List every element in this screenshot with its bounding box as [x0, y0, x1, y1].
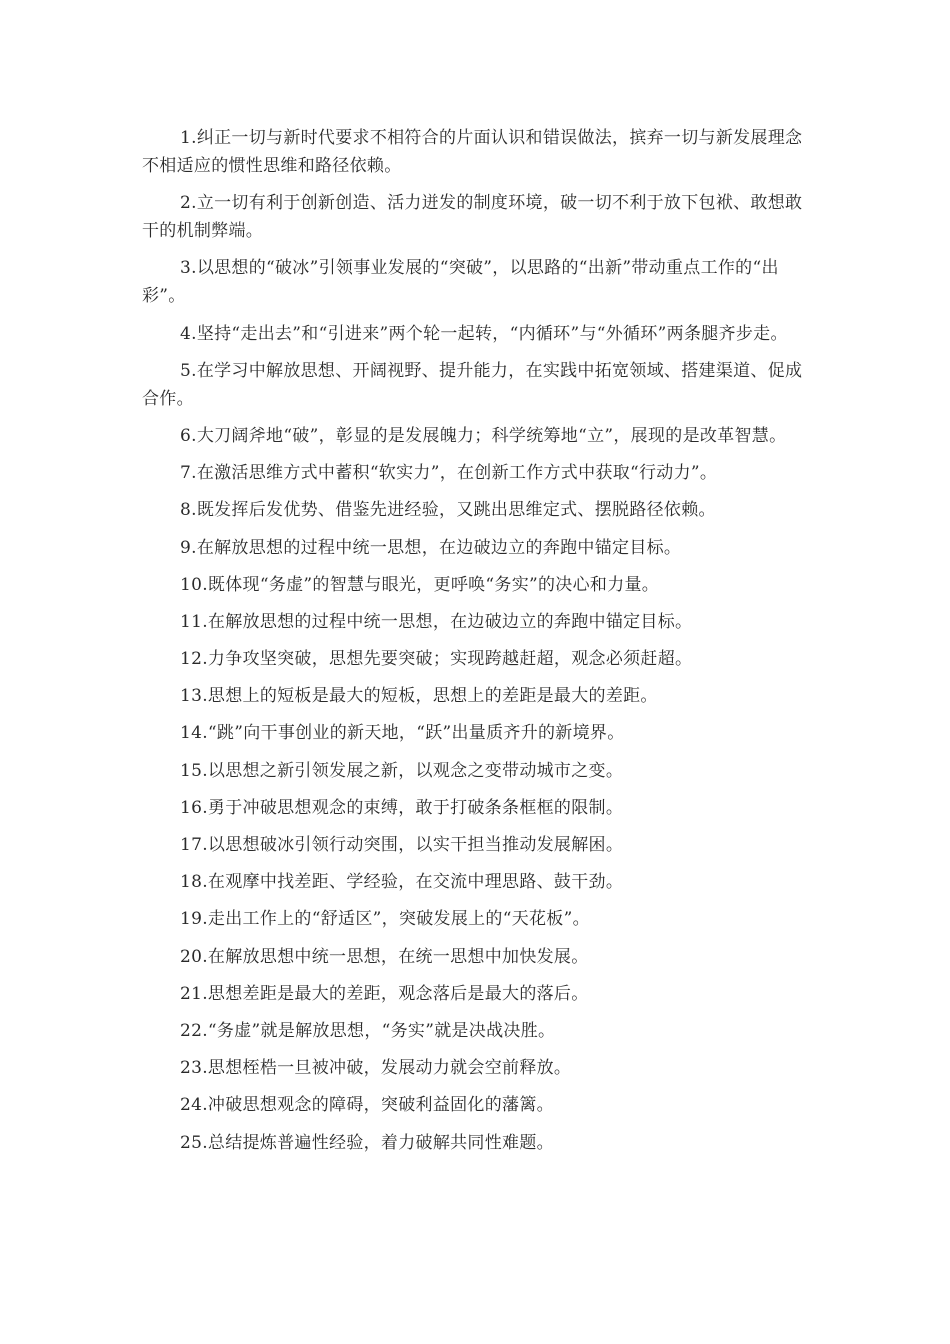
list-item: 9.在解放思想的过程中统一思想，在边破边立的奔跑中锚定目标。 [180, 537, 682, 558]
list-item: 16.勇于冲破思想观念的束缚，敢于打破条条框框的限制。 [180, 797, 624, 818]
list-item: 3.以思想的“破冰”引领事业发展的“突破”，以思路的“出新”带动重点工作的“出彩”。 [142, 258, 779, 307]
list-item: 21.思想差距是最大的差距，观念落后是最大的落后。 [180, 983, 589, 1004]
list-item: 7.在激活思维方式中蓄积“软实力”，在创新工作方式中获取“行动力”。 [180, 463, 718, 484]
list-item: 20.在解放思想中统一思想，在统一思想中加快发展。 [180, 946, 589, 967]
list-item: 25.总结提炼普遍性经验，着力破解共同性难题。 [180, 1132, 554, 1153]
list-item: 15.以思想之新引领发展之新，以观念之变带动城市之变。 [180, 760, 624, 781]
list-item: 10.既体现“务虚”的智慧与眼光，更呼唤“务实”的决心和力量。 [180, 574, 660, 595]
list-item: 8.既发挥后发优势、借鉴先进经验，又跳出思维定式、摆脱路径依赖。 [180, 500, 716, 521]
list-item: 24.冲破思想观念的障碍，突破利益固化的藩篱。 [180, 1095, 554, 1116]
list-item: 4.坚持“走出去”和“引进来”两个轮一起转，“内循环”与“外循环”两条腿齐步走。 [180, 323, 788, 344]
list-item: 11.在解放思想的过程中统一思想，在边破边立的奔跑中锚定目标。 [180, 611, 693, 632]
list-item: 22.“务虚”就是解放思想，“务实”就是决战决胜。 [180, 1020, 556, 1041]
list-item: 14.“跳”向干事创业的新天地，“跃”出量质齐升的新境界。 [180, 723, 625, 744]
document-body [142, 124, 814, 1166]
list-item: 19.走出工作上的“舒适区”，突破发展上的“天花板”。 [180, 909, 590, 930]
list-item: 17.以思想破冰引领行动突围，以实干担当推动发展解困。 [180, 835, 624, 855]
list-item: 13.思想上的短板是最大的短板，思想上的差距是最大的差距。 [180, 686, 658, 707]
list-item: 6.大刀阔斧地“破”，彰显的是发展魄力；科学统筹地“立”，展现的是改革智慧。 [180, 425, 787, 446]
list-item: 1.纠正一切与新时代要求不相符合的片面认识和错误做法，摈弃一切与新发展理念不相适应的惯性思维和路径依赖。 [142, 128, 803, 176]
list-item: 18.在观摩中找差距、学经验，在交流中理思路、鼓干劲。 [180, 872, 624, 893]
list-item: 5.在学习中解放思想、开阔视野、提升能力，在实践中拓宽领域、搭建渠道、促成合作。 [142, 360, 803, 409]
list-item: 12.力争攻坚突破，思想先要突破；实现跨越赶超，观念必须赶超。 [180, 649, 693, 670]
list-item: 2.立一切有利于创新创造、活力迸发的制度环境，破一切不利于放下包袱、敢想敢干的机制弊端。 [142, 193, 803, 242]
list-item: 23.思想桎梏一旦被冲破，发展动力就会空前释放。 [180, 1058, 572, 1079]
